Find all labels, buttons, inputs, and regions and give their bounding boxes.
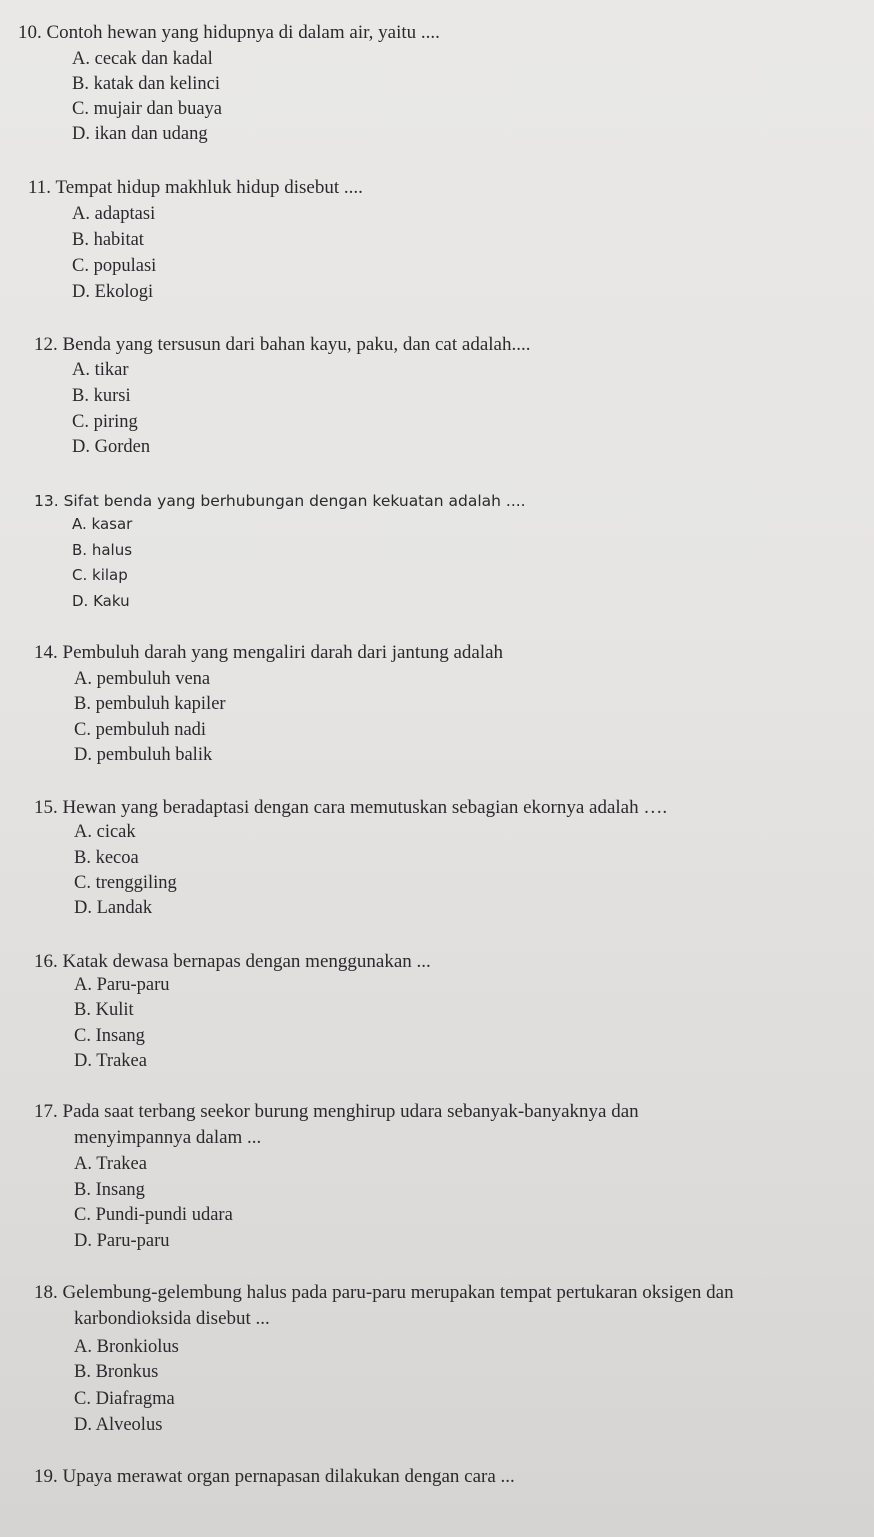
question-text: 17. Pada saat terbang seekor burung menghirup udara sebanyak-banyaknya dan	[34, 1101, 639, 1122]
option-d: D. Gorden	[72, 437, 151, 457]
option-a: A. Trakea	[74, 1154, 147, 1174]
option-c: C. kilap	[72, 566, 128, 584]
option-d: D. ikan dan udang	[72, 124, 208, 144]
option-c: C. Pundi-pundi udara	[74, 1205, 233, 1225]
question-text: 15. Hewan yang beradaptasi dengan cara memutuskan sebagian ekornya adalah ….	[34, 797, 668, 818]
question-text: 19. Upaya merawat organ pernapasan dilakukan dengan cara ...	[34, 1466, 515, 1487]
question-text: 14. Pembuluh darah yang mengaliri darah dari jantung adalah	[34, 642, 504, 663]
option-c: C. pembuluh nadi	[74, 720, 207, 740]
option-a: A. Paru-paru	[74, 975, 170, 995]
option-a: A. adaptasi	[72, 204, 156, 224]
option-d: D. Trakea	[74, 1051, 147, 1071]
question-text: 13. Sifat benda yang berhubungan dengan kekuatan adalah ....	[34, 492, 526, 510]
question-text: 16. Katak dewasa bernapas dengan menggunakan ...	[34, 951, 431, 972]
option-d: D. Ekologi	[72, 282, 154, 302]
option-b: B. habitat	[72, 230, 144, 250]
option-d: D. Paru-paru	[74, 1231, 170, 1251]
option-a: A. tikar	[72, 360, 129, 380]
option-c: C. piring	[72, 412, 138, 432]
option-a: A. kasar	[72, 515, 133, 533]
question-text-continued: karbondioksida disebut ...	[74, 1308, 270, 1329]
option-d: D. Landak	[74, 898, 153, 918]
option-d: D. pembuluh balik	[74, 745, 213, 765]
option-b: B. Bronkus	[74, 1362, 159, 1382]
option-b: B. kursi	[72, 386, 131, 406]
option-a: A. cecak dan kadal	[72, 49, 213, 69]
option-b: B. halus	[72, 541, 133, 559]
question-text: 12. Benda yang tersusun dari bahan kayu, paku, dan cat adalah....	[34, 334, 531, 355]
option-a: A. pembuluh vena	[74, 669, 211, 689]
option-b: B. pembuluh kapiler	[74, 694, 226, 714]
option-d: D. Alveolus	[74, 1415, 163, 1435]
option-a: A. cicak	[74, 822, 136, 842]
question-text: 11. Tempat hidup makhluk hidup disebut ....	[28, 177, 363, 198]
option-a: A. Bronkiolus	[74, 1337, 179, 1357]
option-c: C. mujair dan buaya	[72, 99, 223, 119]
question-text: 10. Contoh hewan yang hidupnya di dalam air, yaitu ....	[18, 22, 440, 43]
option-c: C. trenggiling	[74, 873, 177, 893]
option-b: B. kecoa	[74, 848, 139, 868]
option-d: D. Kaku	[72, 592, 130, 610]
option-c: C. populasi	[72, 256, 157, 276]
option-c: C. Insang	[74, 1026, 145, 1046]
question-text: 18. Gelembung-gelembung halus pada paru-paru merupakan tempat pertukaran oksigen dan	[34, 1282, 734, 1303]
option-b: B. Kulit	[74, 1000, 134, 1020]
option-b: B. Insang	[74, 1180, 145, 1200]
option-b: B. katak dan kelinci	[72, 74, 220, 94]
option-c: C. Diafragma	[74, 1389, 175, 1409]
question-text-continued: menyimpannya dalam ...	[74, 1127, 262, 1148]
